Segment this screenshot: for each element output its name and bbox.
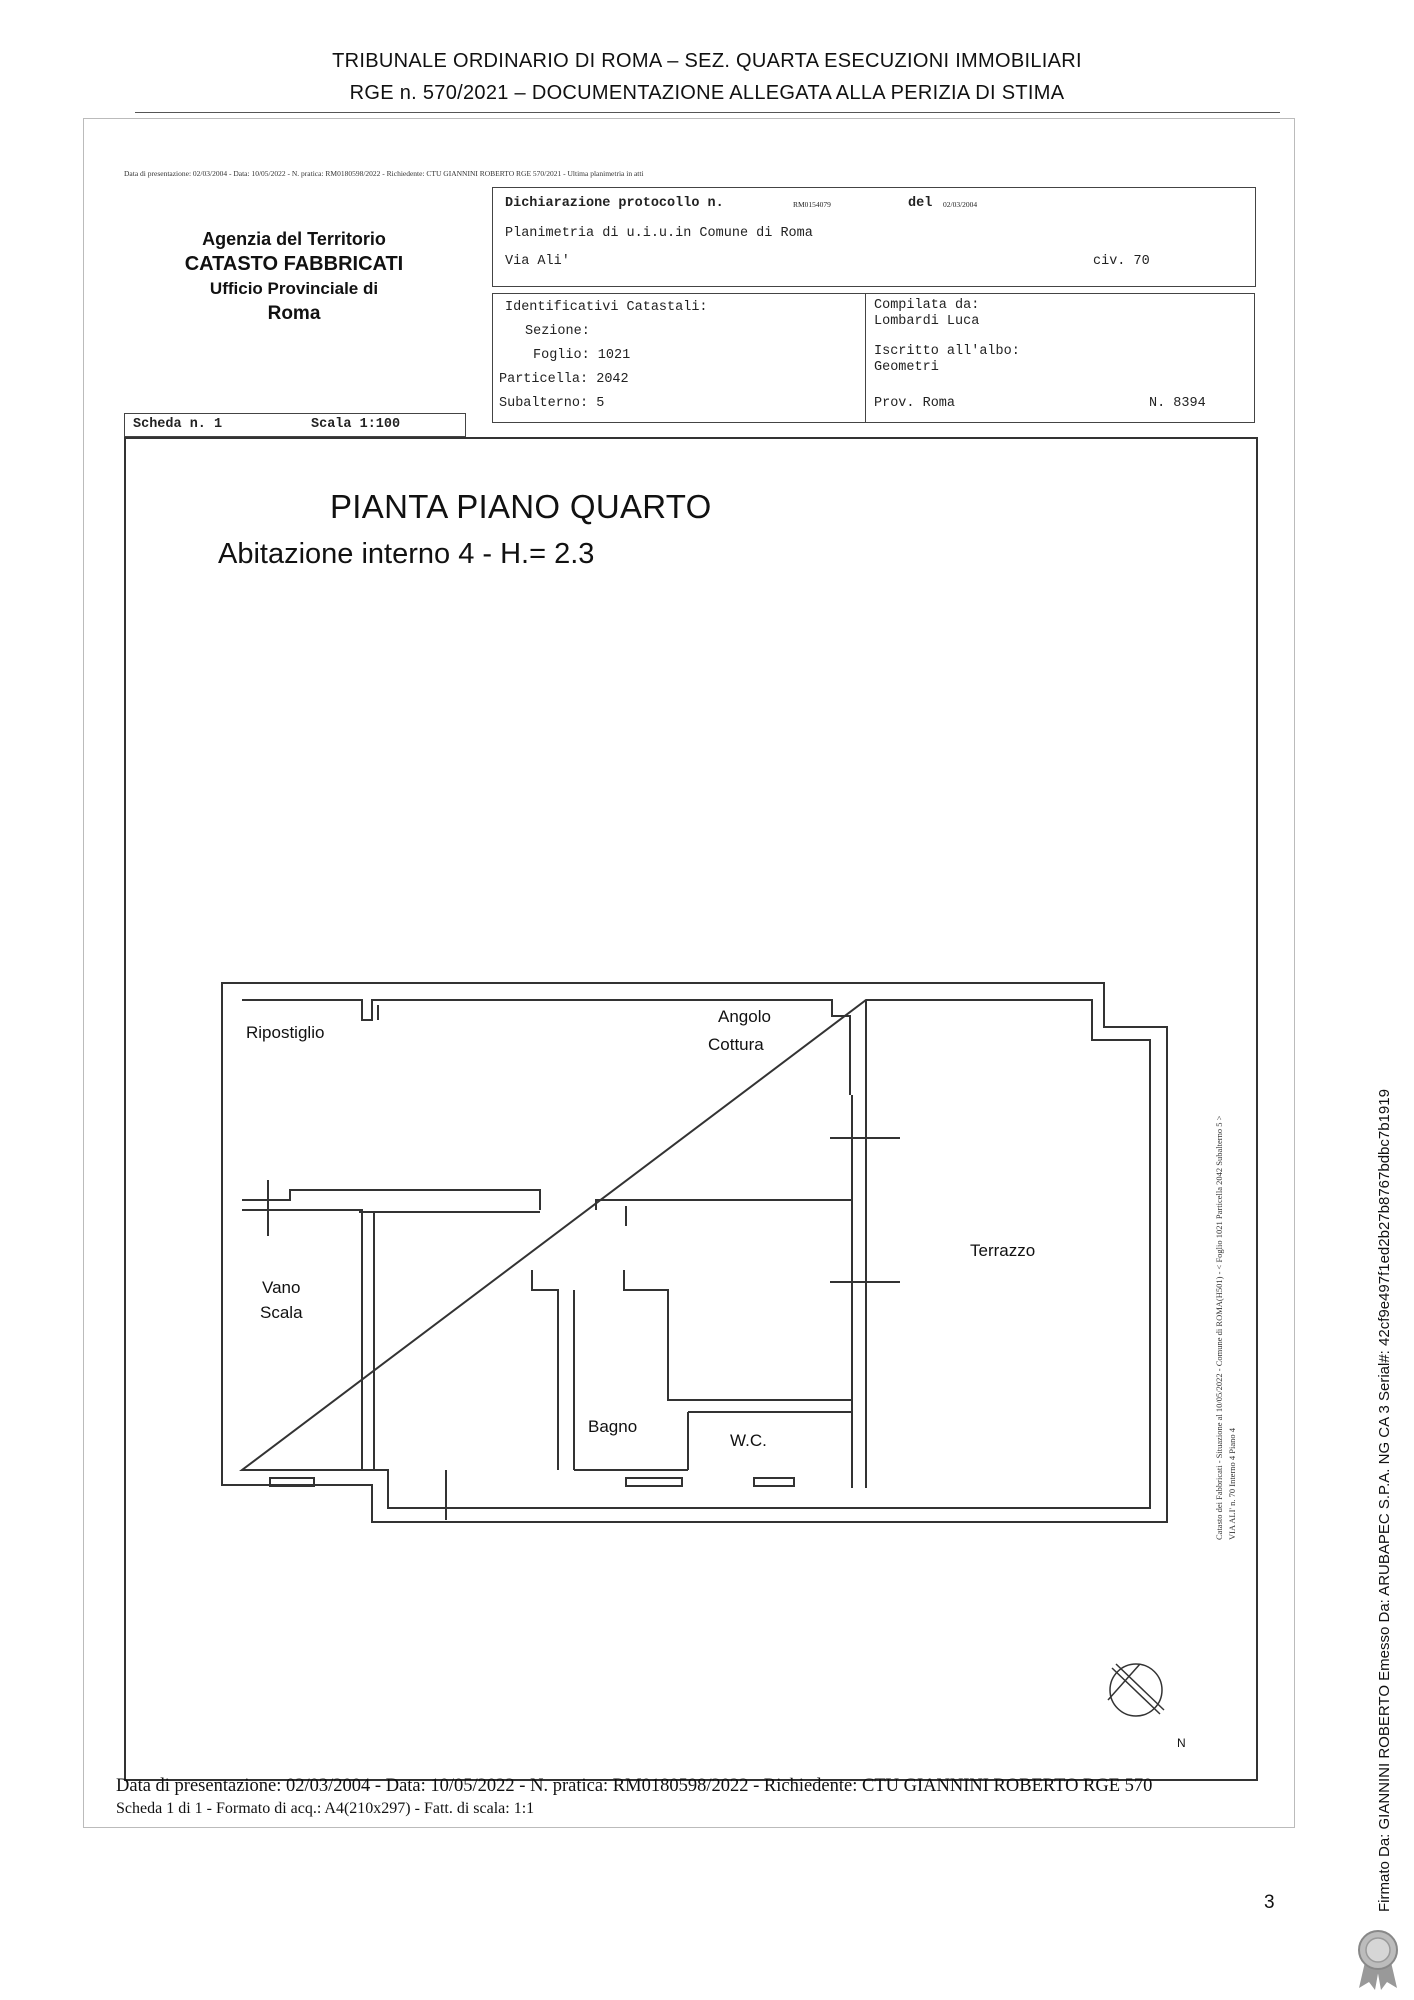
digital-signature-text: Firmato Da: GIANNINI ROBERTO Emesso Da: ARUBAPEC S.P.A. NG CA 3 Serial#: 42cf9e497f1ed2b27b8767bdbc7b1919 <box>1376 1089 1393 1912</box>
foglio-field: Foglio: 1021 <box>533 348 631 363</box>
identifiers-title: Identificativi Catastali: <box>505 300 708 315</box>
registered-value: Geometri <box>874 360 939 375</box>
side-note-line-1: Catasto dei Fabbricati - Situazione al 10/05/2022 - Comune di ROMA(H501) - < Foglio 1021 Particella 2042 Subalterno 5 > <box>1214 1115 1224 1540</box>
room-wc: W.C. <box>730 1431 767 1450</box>
bagno-wall-right <box>624 1270 852 1400</box>
scheda-scale: Scala 1:100 <box>311 417 401 432</box>
document-header-line-1: TRIBUNALE ORDINARIO DI ROMA – SEZ. QUARTA ESECUZIONI IMMOBILIARI <box>332 50 1082 72</box>
footer-line-1: Data di presentazione: 02/03/2004 - Data: 10/05/2022 - N. pratica: RM0180598/2022 - Richiedente: CTU GIANNINI ROBERTO RGE 570 <box>116 1776 1153 1796</box>
registration-number: N. 8394 <box>1149 396 1206 411</box>
protocol-number: RM0154079 <box>793 200 831 209</box>
sheet-top-note: Data di presentazione: 02/03/2004 - Data: 10/05/2022 - N. pratica: RM0180598/2022 - Richiedente: CTU GIANNINI ROBERTO RGE 570/2021 - Ultima planimetria in atti <box>124 169 644 178</box>
sheet-footer <box>116 1770 1266 1830</box>
room-vano: Vano <box>262 1278 301 1297</box>
registered-label: Iscritto all'albo: <box>874 344 1020 359</box>
civic-number: civ. 70 <box>1093 254 1150 269</box>
plan-subtitle: Abitazione interno 4 - H.= 2.3 <box>218 538 595 570</box>
north-label: N <box>1177 1736 1186 1750</box>
agency-city: Roma <box>267 303 321 325</box>
room-ripostiglio: Ripostiglio <box>246 1023 325 1042</box>
room-cottura: Cottura <box>708 1035 764 1054</box>
bagno-wall-left <box>532 1270 558 1470</box>
agency-name: Agenzia del Territorio <box>202 229 386 249</box>
room-scala: Scala <box>260 1303 303 1322</box>
bedroom-wall <box>374 1212 540 1470</box>
scheda-number: Scheda n. 1 <box>133 417 223 432</box>
wc-wall <box>688 1412 852 1470</box>
side-note-line-2: VIA ALI' n. 70 Interno 4 Piano 4 <box>1226 1427 1237 1540</box>
province: Prov. Roma <box>874 396 956 411</box>
declaration-date: 02/03/2004 <box>943 200 978 209</box>
street-address: Via Ali' <box>505 254 570 269</box>
subalterno-field: Subalterno: 5 <box>499 396 605 411</box>
plan-title: PIANTA PIANO QUARTO <box>330 488 712 525</box>
partition-horizontal <box>242 1190 852 1210</box>
window-3 <box>754 1478 794 1486</box>
room-terrazzo: Terrazzo <box>970 1241 1036 1260</box>
compiler-name: Lombardi Luca <box>874 314 980 329</box>
side-note <box>1213 1116 1239 1540</box>
sezione-field: Sezione: <box>525 324 590 339</box>
document-header-line-2: RGE n. 570/2021 – DOCUMENTAZIONE ALLEGATA ALLA PERIZIA DI STIMA <box>349 82 1065 104</box>
protocol-label: Dichiarazione protocollo n. <box>505 196 724 211</box>
window-2 <box>626 1478 682 1486</box>
compiled-label: Compilata da: <box>874 298 980 313</box>
page-number: 3 <box>1264 1892 1275 1913</box>
particella-field: Particella: 2042 <box>499 372 629 387</box>
north-arrow-icon <box>1108 1664 1164 1716</box>
declaration-date-label: del <box>908 196 933 211</box>
footer-line-2: Scheda 1 di 1 - Formato di acq.: A4(210x297) - Fatt. di scala: 1:1 <box>116 1800 535 1817</box>
bagno-inner <box>574 1290 688 1470</box>
room-bagno: Bagno <box>588 1417 638 1436</box>
certificate-badge-icon <box>1355 1928 1401 1992</box>
stair-well-wall <box>242 1210 362 1470</box>
agency-department: CATASTO FABBRICATI <box>184 253 404 276</box>
agency-office: Ufficio Provinciale di <box>209 279 379 299</box>
room-angolo: Angolo <box>718 1007 771 1026</box>
terrace-partition <box>852 1000 866 1488</box>
planimetry-text: Planimetria di u.i.u.in Comune di Roma <box>505 226 813 241</box>
